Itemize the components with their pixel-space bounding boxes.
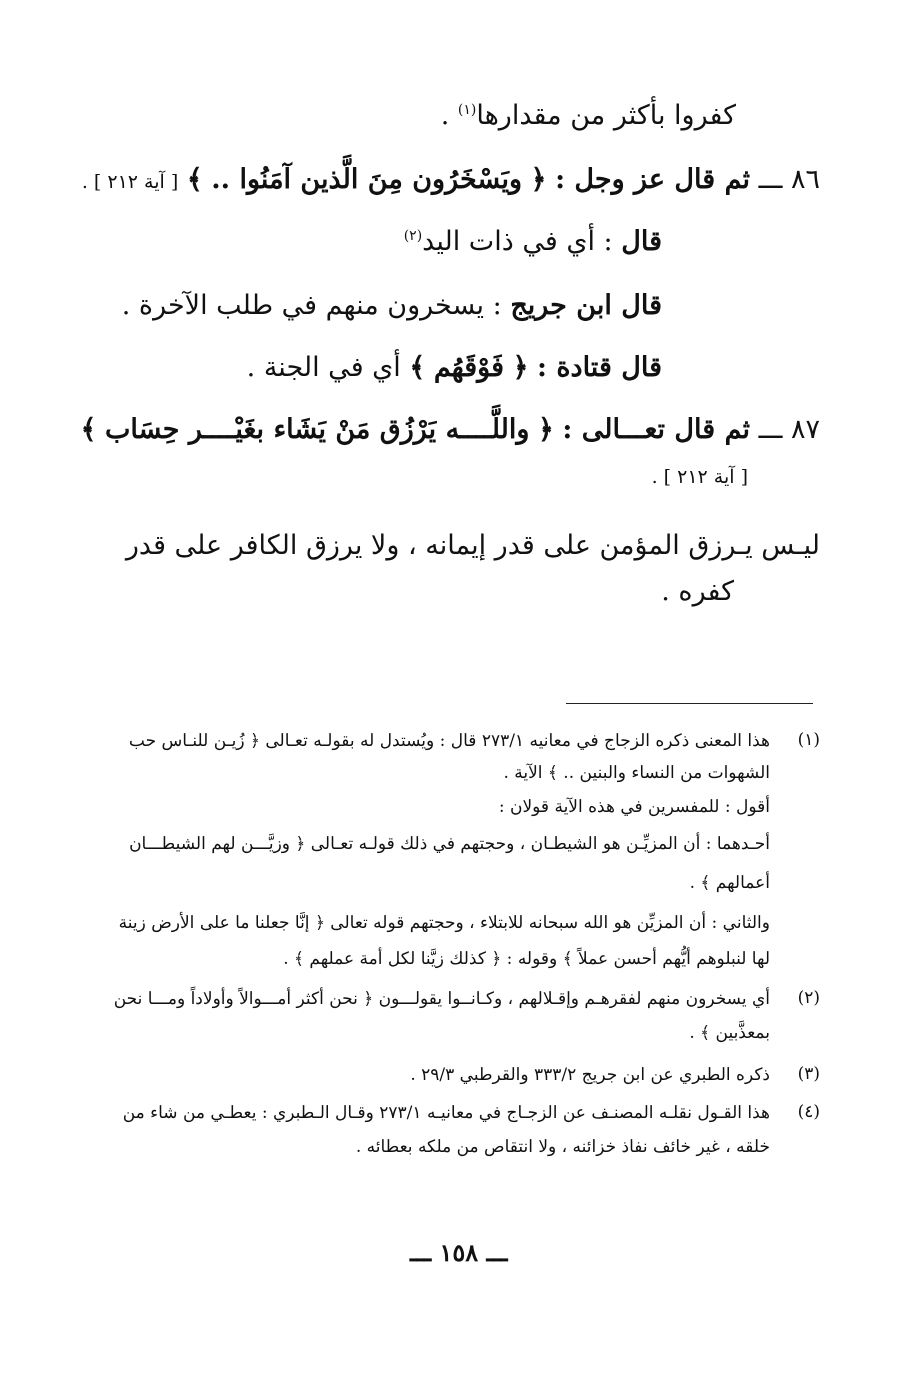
quran-bracket-open: ﴿ — [538, 414, 554, 445]
item-86-number: ٨٦ ـــ — [758, 164, 820, 195]
item-86-verse-ref: [ آية ٢١٢ ] . — [81, 171, 179, 193]
footnote-2-line-1: أي يسخرون منهم لفقرهـم وإقـلالهم ، وكـانــوا يقولـــون ﴿ نحن أكثر أمـــوالاً وأولاداً ومـــا نحن — [113, 989, 770, 1009]
commentary-line-1: ليـس يـرزق المؤمن على قدر إيمانه ، ولا يرزق الكافر على قدر — [125, 530, 820, 561]
footnote-1-line-2: الشهوات من النساء والبنين .. ﴾ الآية . — [503, 763, 770, 783]
item-86-intro: ثم قال عز وجل : — [555, 164, 751, 195]
footnote-number-1: (١) — [797, 730, 820, 750]
footnote-1-line-4: أحـدهما : أن المزيِّـن هو الشيطـان ، وحجتهم في ذلك قولـه تعـالى ﴿ وزيَّـــن لهم الشيطـــان — [129, 834, 770, 854]
quran-bracket-open: ﴿ — [530, 164, 547, 195]
quran-bracket-close: ﴾ — [186, 164, 203, 195]
qal2-label: قال ابن جريج — [510, 290, 662, 321]
quran-bracket-open: ﴿ — [512, 352, 529, 383]
commentary-line-2: كفره . — [661, 576, 734, 607]
qal3-text: أي في الجنة . — [246, 352, 401, 383]
item-87-number: ٨٧ ـــ — [758, 414, 820, 445]
footnote-2-line-2: بمعذَّبين ﴾ . — [689, 1023, 770, 1043]
footnote-1-line-6: والثاني : أن المزيِّن هو الله سبحانه للابتلاء ، وحجتهم قوله تعالى ﴿ إنَّا جعلنا ما على الأرض زينة — [118, 913, 770, 933]
quran-bracket-close: ﴾ — [409, 352, 426, 383]
footnote-1-line-5: أعمالهم ﴾ . — [689, 873, 770, 893]
footnote-4-line-1: هذا القـول نقلـه المصنـف عن الزجـاج في معانيـه ٢٧٣/١ وقـال الـطبري : يعطـي من شاء من — [122, 1103, 770, 1123]
qal-line-1 — [404, 226, 662, 258]
text-line-1 — [441, 100, 736, 132]
page-number: ـــ ١٥٨ ـــ — [410, 1238, 508, 1267]
item-86 — [82, 164, 820, 196]
footnote-4-line-2: خلقه ، غير خائف نفاذ خزائنه ، ولا انتقاص من ملكه بعطائه . — [355, 1137, 770, 1157]
quran-bracket-close: ﴾ — [80, 414, 97, 445]
footnote-number-2: (٢) — [797, 988, 820, 1008]
footnote-number-4: (٤) — [797, 1102, 820, 1122]
item-87-intro: ثم قال تعـــالى : — [562, 414, 751, 445]
qal-line-2 — [122, 290, 662, 322]
footnote-separator — [566, 703, 813, 704]
footnote-1-line-3: أقول : للمفسرين في هذه الآية قولان : — [498, 797, 770, 817]
qal-line-3 — [247, 352, 662, 384]
item-87 — [81, 414, 820, 446]
line1-text: كفروا بأكثر من مقدارها — [476, 100, 736, 131]
footnote-1-line-1: هذا المعنى ذكره الزجاج في معانيه ٢٧٣/١ قال : ويُستدل له بقولـه تعـالى ﴿ زُيـن للنـاس حب — [128, 731, 770, 751]
qal2-text: : يسخرون منهم في طلب الآخرة . — [121, 290, 502, 321]
footnote-3-line-1: ذكره الطبري عن ابن جريج ٣٣٣/٢ والقرطبي ٢٩/٣ . — [410, 1065, 770, 1085]
qal3-label: قال قتادة : — [537, 352, 662, 383]
footnote-marker-2: (٢) — [403, 228, 423, 244]
qal3-verse: فَوْقَهُم — [433, 352, 505, 383]
footnote-number-3: (٣) — [797, 1064, 820, 1084]
item-87-verse: واللَّــــه يَرْزُق مَنْ يَشَاء بغَيْــــر حِسَاب — [105, 414, 530, 445]
footnote-1-line-7: لها لنبلوهم أيُّهم أحسن عملاً ﴾ وقوله : ﴿ كذلك زيَّنا لكل أمة عملهم ﴾ . — [283, 949, 770, 969]
qal1-label: قال — [621, 226, 662, 257]
item-87-verse-ref: [ آية ٢١٢ ] . — [651, 466, 748, 488]
qal1-text: : أي في ذات اليد — [422, 226, 613, 257]
item-86-verse: ويَسْخَرُون مِنَ الَّذين آمَنُوا .. — [211, 164, 523, 195]
footnote-marker-1: (١) — [457, 102, 477, 118]
line1-end: . — [440, 100, 458, 131]
